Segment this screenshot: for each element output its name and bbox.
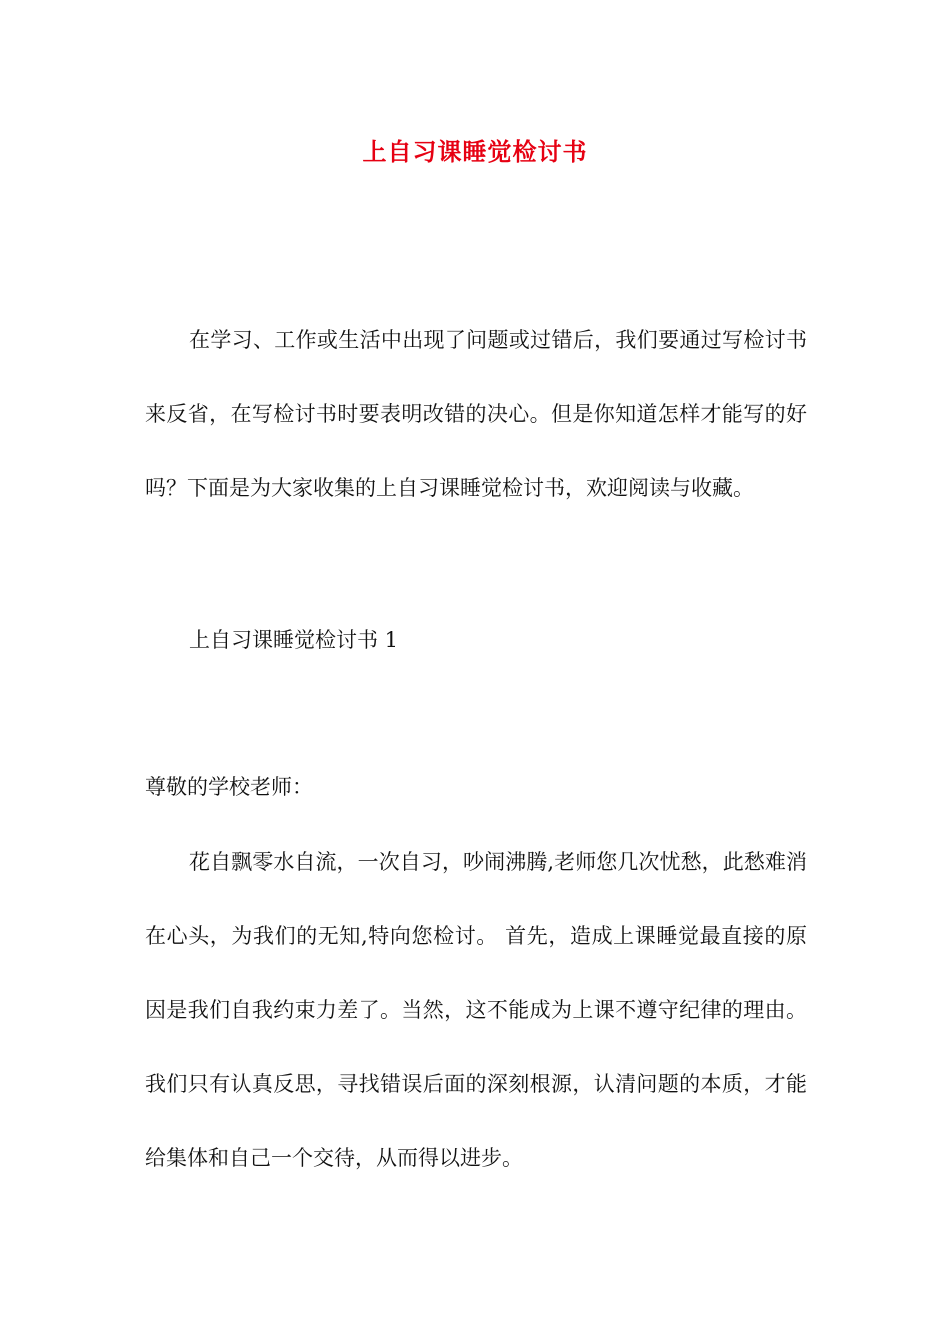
salutation: 尊敬的学校老师： (145, 775, 313, 799)
section-heading: 上自习课睡觉检讨书 1 (189, 628, 399, 652)
intro-paragraph: 在学习、工作或生活中出现了问题或过错后，我们要通过写检讨书来反省，在写检讨书时要表明改错的决心。但是你知道怎样才能写的好吗？下面是为大家收集的上自习课睡觉检讨书，欢迎阅读与收藏。 (145, 328, 807, 500)
body-paragraph: 花自飘零水自流，一次自习，吵闹沸腾,老师您几次忧愁，此愁难消在心头，为我们的无知,特向您检讨。 首先，造成上课睡觉最直接的原因是我们自我约束力差了。当然，这不能成为上课不遵守纪律的理由。我们只有认真反思，寻找错误后面的深刻根源，认清问题的本质，才能给集体和自己一个交待，从而得以进步。 (145, 850, 807, 1170)
document-title: 上自习课睡觉检讨书 (362, 137, 588, 166)
